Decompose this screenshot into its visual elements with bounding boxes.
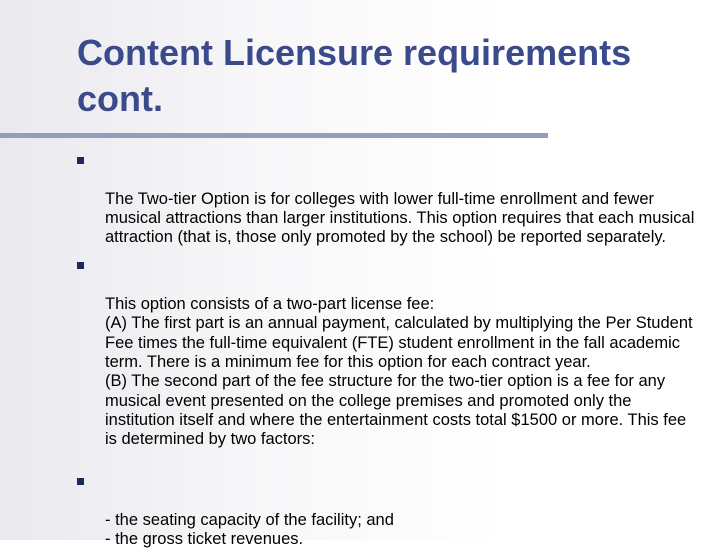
square-bullet-icon xyxy=(77,157,84,164)
bullet-text: - the seating capacity of the facility; and - the gross ticket revenues. xyxy=(105,511,394,549)
bullet-text: This option consists of a two-part license fee: (A) The first part is an annual payment, calculated by multiplying the Per Student Fee times the full-time equivalent (FTE) student enrollment in the fall academic term. There is a minimum fee for this option for each contract year. (B) The second part of the fee structure for the two-tier option is a fee for any musical event presented on the college premises and promoted only the institution itself and where the entertainment costs total $1500 or more. This fee is determined by two factors: xyxy=(105,295,693,449)
square-bullet-icon xyxy=(77,478,84,485)
title-divider xyxy=(0,133,548,138)
slide-title: Content Licensure requirements cont. xyxy=(77,32,632,119)
bullet-list xyxy=(77,151,697,559)
bullet-item xyxy=(77,256,697,449)
bullet-text: The Two-tier Option is for colleges with lower full-time enrollment and fewer musical attractions than larger institutions. This option requires that each musical attraction (that is, those only promoted by the school) be reported separately. xyxy=(105,189,695,247)
bullet-item xyxy=(77,151,697,247)
square-bullet-icon xyxy=(77,262,84,269)
bullet-item xyxy=(77,472,697,549)
